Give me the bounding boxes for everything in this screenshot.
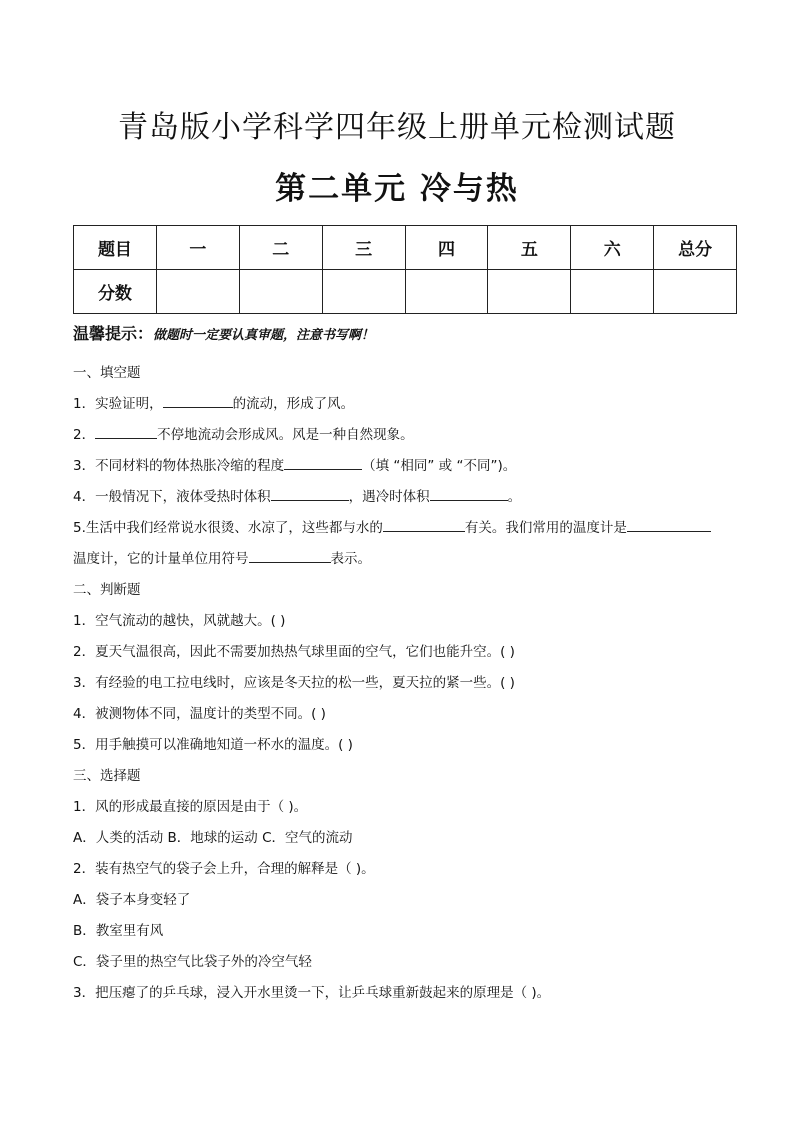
judge-question-2[interactable]: 2．夏天气温很高，因此不需要加热热气球里面的空气，它们也能升空。( ): [73, 644, 515, 660]
answer-blank[interactable]: [271, 486, 349, 501]
choice-option-c: C．袋子里的热空气比袋子外的冷空气轻: [73, 954, 312, 970]
score-cell: 五: [488, 226, 571, 270]
score-table-score-row: [74, 270, 737, 314]
fill-question-4: 4．一般情况下，液体受热时体积 ，遇冷时体积 。: [73, 482, 733, 513]
judge-question-4[interactable]: 4．被测物体不同，温度计的类型不同。( ): [73, 706, 326, 722]
choice-option-b: B．教室里有风: [73, 923, 164, 939]
fill-question-1: 1．实验证明， 的流动，形成了风。: [73, 389, 733, 420]
score-entry-cell[interactable]: [571, 270, 654, 314]
answer-blank[interactable]: [383, 517, 465, 532]
answer-blank[interactable]: [249, 548, 331, 563]
section-fill-title: 一、填空题: [73, 365, 141, 381]
score-cell: 三: [322, 226, 405, 270]
score-row-label: 分数: [74, 270, 157, 314]
score-cell: 六: [571, 226, 654, 270]
choice-option-a: A．袋子本身变轻了: [73, 892, 191, 908]
score-entry-cell[interactable]: [156, 270, 239, 314]
section-choice-title: 三、选择题: [73, 768, 141, 784]
choice-question-1[interactable]: 1．风的形成最直接的原因是由于（ )。: [73, 799, 308, 815]
score-table: [73, 225, 737, 314]
answer-blank[interactable]: [95, 424, 157, 439]
choice-question-3[interactable]: 3．把压瘪了的乒乓球，浸入开水里烫一下，让乒乓球重新鼓起来的原理是（ )。: [73, 985, 551, 1001]
reminder-text: 做题时一定要认真审题，注意书写啊！: [153, 328, 375, 343]
fill-question-2: 2． 不停地流动会形成风。风是一种自然现象。: [73, 420, 733, 451]
score-cell: 四: [405, 226, 488, 270]
score-cell: 总分: [654, 226, 737, 270]
score-cell: 一: [156, 226, 239, 270]
question-content: [73, 358, 733, 1009]
reminder-label: 温馨提示：: [73, 324, 154, 343]
score-table-header-row: [74, 226, 737, 270]
answer-blank[interactable]: [163, 393, 233, 408]
unit-subtitle: 第二单元 冷与热: [275, 171, 519, 207]
score-entry-cell[interactable]: [239, 270, 322, 314]
judge-question-3[interactable]: 3．有经验的电工拉电线时，应该是冬天拉的松一些，夏天拉的紧一些。( ): [73, 675, 515, 691]
judge-question-5[interactable]: 5．用手触摸可以准确地知道一杯水的温度。( ): [73, 737, 353, 753]
fill-question-3: 3．不同材料的物体热胀冷缩的程度 （填 “相同” 或 “不同”)。: [73, 451, 733, 482]
fill-question-5-cont: 温度计，它的计量单位用符号 表示。: [73, 544, 733, 575]
section-judge-title: 二、判断题: [73, 582, 141, 598]
choice-question-2[interactable]: 2．装有热空气的袋子会上升，合理的解释是（ )。: [73, 861, 375, 877]
score-entry-cell[interactable]: [322, 270, 405, 314]
score-entry-cell[interactable]: [405, 270, 488, 314]
judge-question-1[interactable]: 1．空气流动的越快，风就越大。( ): [73, 613, 286, 629]
choice-question-1-options: A．人类的活动 B．地球的运动 C．空气的流动: [73, 830, 353, 846]
reminder-tip: [73, 323, 374, 347]
score-entry-cell[interactable]: [488, 270, 571, 314]
answer-blank[interactable]: [284, 455, 362, 470]
answer-blank[interactable]: [430, 486, 508, 501]
score-cell: 题目: [74, 226, 157, 270]
page-title: 青岛版小学科学四年级上册单元检测试题: [118, 110, 676, 145]
fill-question-5: 5.生活中我们经常说水很烫、水凉了，这些都与水的 有关。我们常用的温度计是: [73, 513, 733, 544]
score-cell: 二: [239, 226, 322, 270]
answer-blank[interactable]: [627, 517, 711, 532]
score-entry-cell[interactable]: [654, 270, 737, 314]
